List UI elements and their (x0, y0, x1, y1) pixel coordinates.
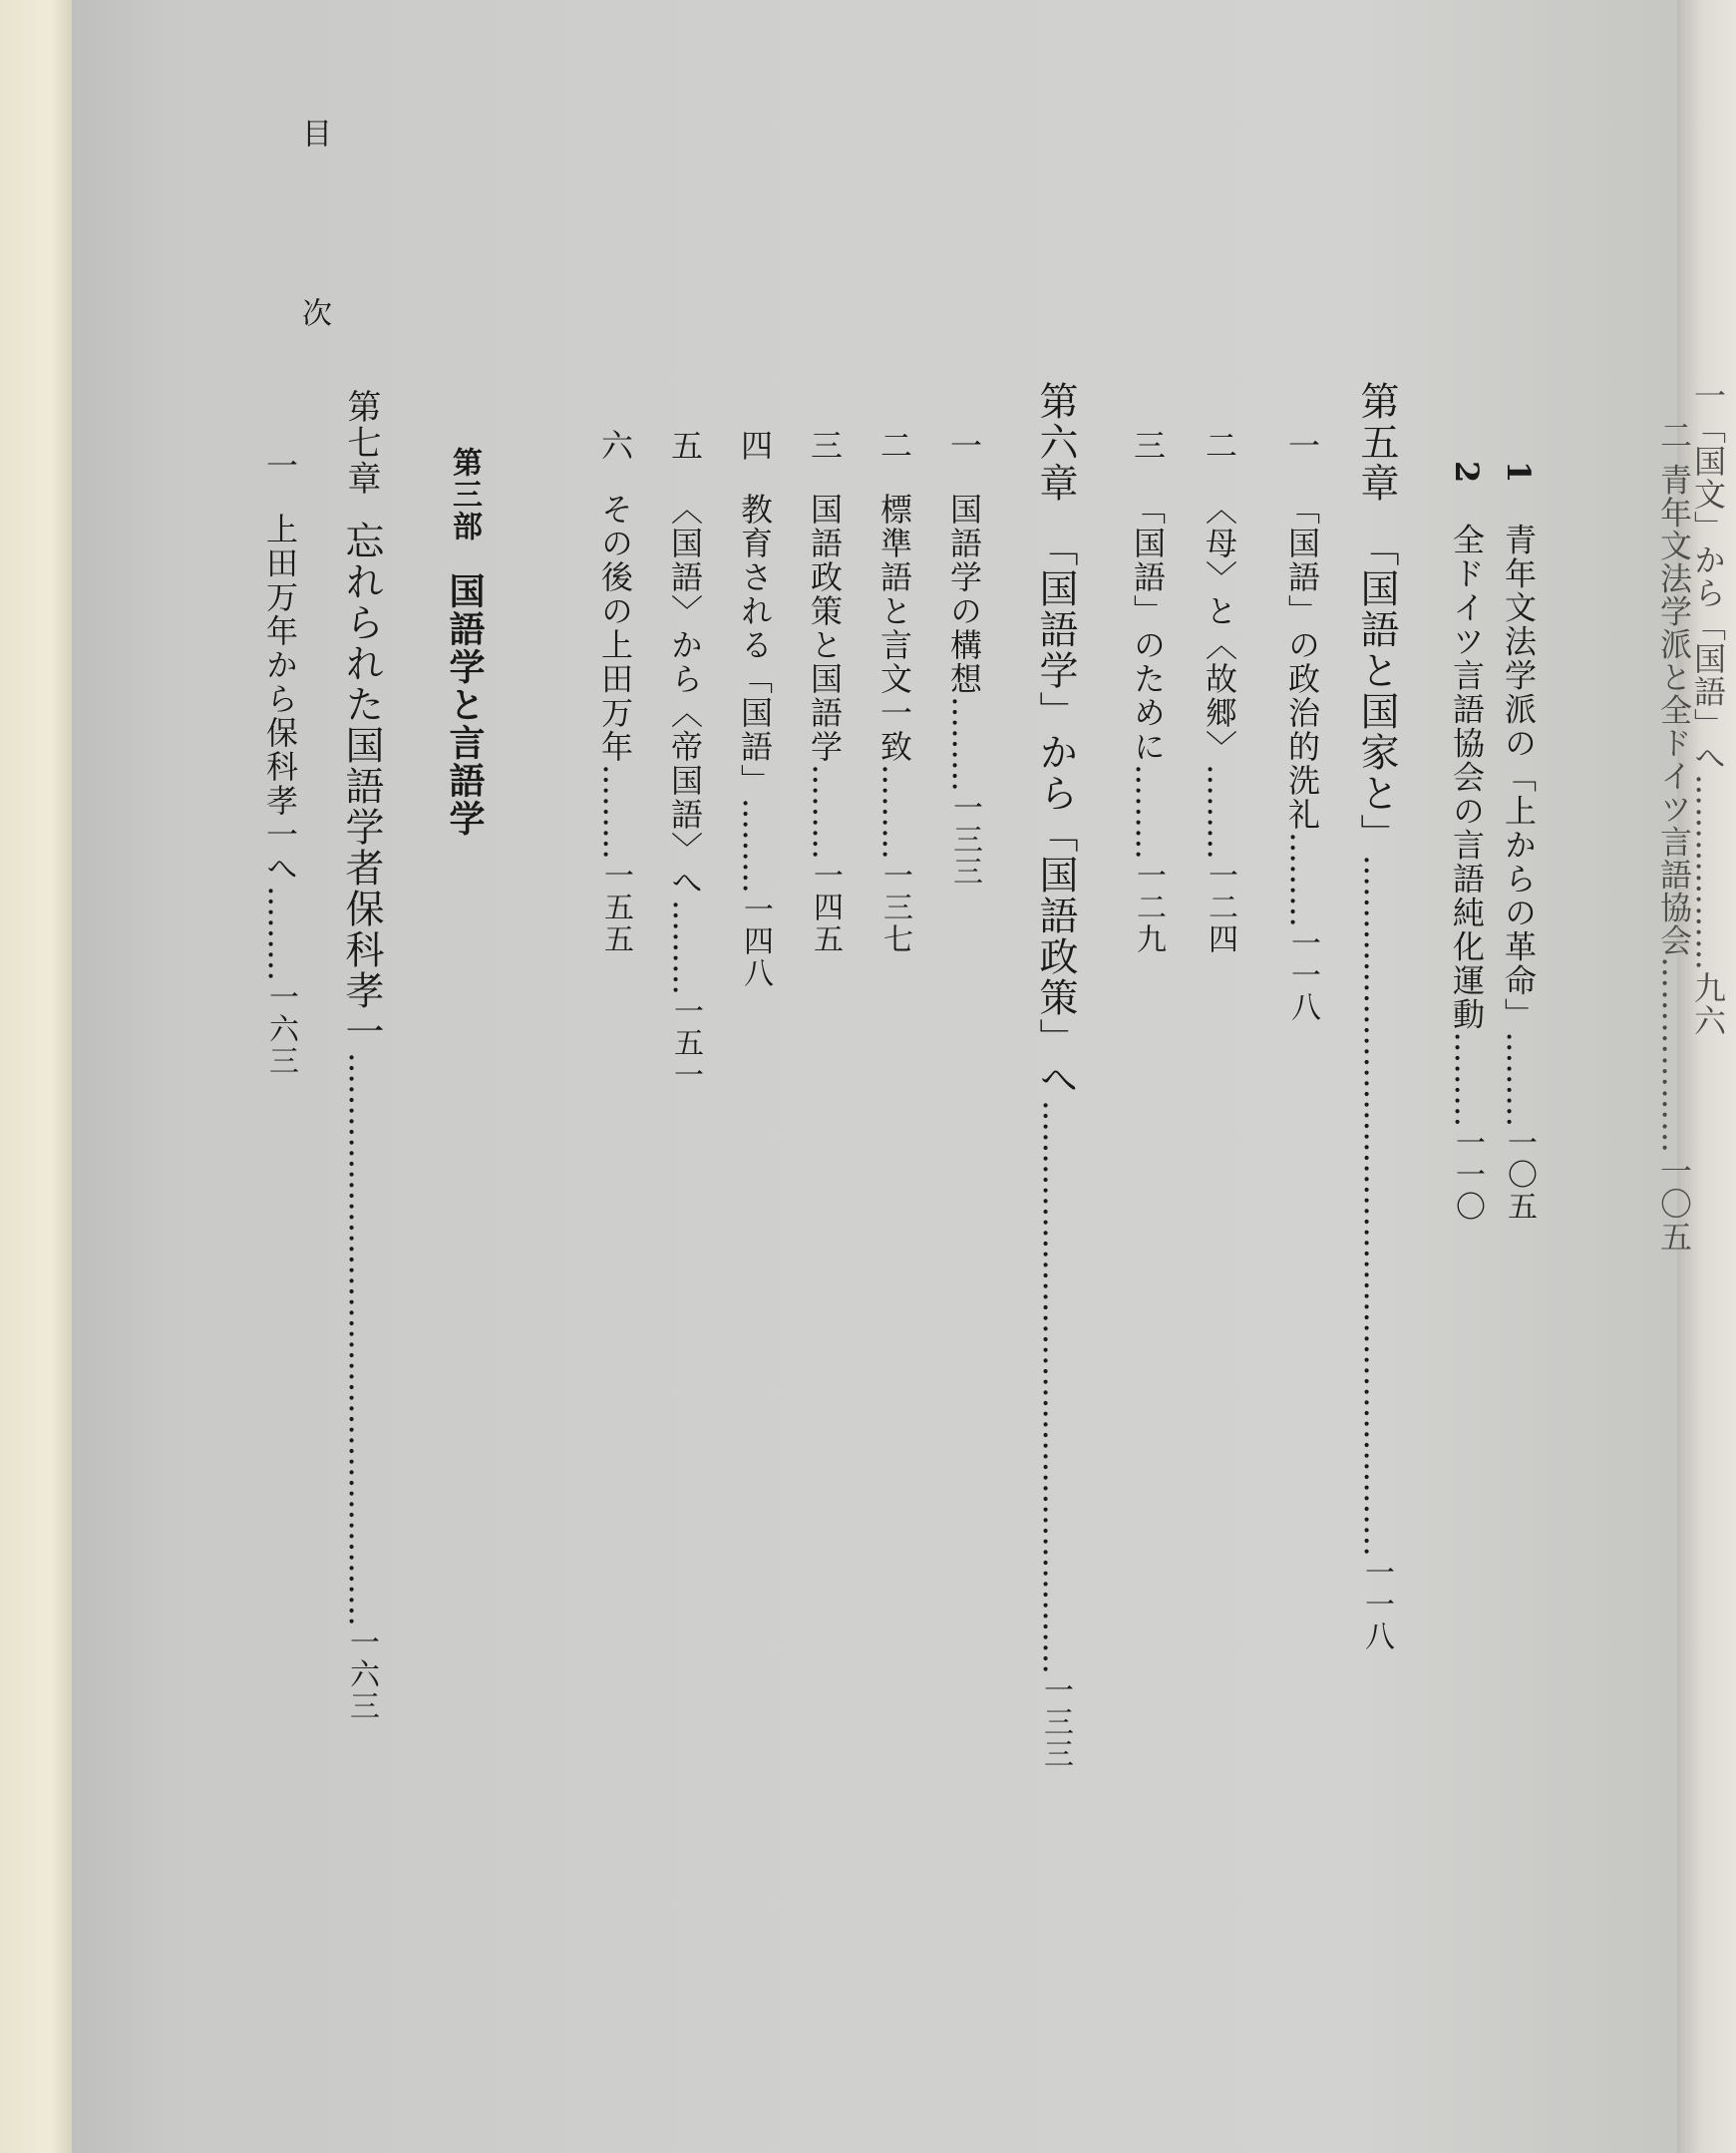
chapter-number: 第六章 (1033, 381, 1078, 504)
entry-title: 国語政策と国語学 (806, 493, 844, 764)
leader-dots: ……… (596, 764, 634, 860)
entry-title: その後の上田万年 (596, 493, 634, 764)
leader-dots: ……………………………………………… (342, 1052, 380, 1626)
part-title: 国語学と言語学 (444, 572, 485, 838)
toc-entry[interactable] (871, 429, 917, 955)
page-header: 目 次 (296, 118, 331, 387)
entry-number: 三 (1129, 429, 1167, 463)
next-page-line: 一「国文」から「国語」へ………………九六 (1689, 379, 1727, 1037)
next-page-line: 二 青年文法学派と全ドイツ言語協会………………一〇五 (1655, 419, 1693, 1254)
leader-dots: ………………………………………………………… (1357, 855, 1395, 1557)
toc-entry[interactable] (1279, 429, 1325, 1023)
next-page-edge (1655, 0, 1736, 2153)
page-number: 一四五 (808, 860, 843, 955)
page-number: 一五五 (598, 860, 633, 955)
leader-dots: ……… (1201, 764, 1238, 860)
page-number: 一四八 (738, 894, 773, 989)
page-number: 一二九 (1131, 860, 1166, 955)
entry-number: 六 (596, 429, 634, 463)
leader-dots: ……… (666, 899, 704, 995)
leader-dots: ……………………………………………… (1036, 1100, 1074, 1674)
toc-entry[interactable] (1125, 429, 1171, 955)
entry-title: 標準語と言文一致 (875, 493, 913, 764)
toc-entry[interactable] (1197, 429, 1242, 955)
page-number: 一六三 (344, 1626, 379, 1722)
page-number: 一一八 (1285, 927, 1320, 1023)
page-number: 一一〇 (1450, 1127, 1485, 1224)
toc-entry[interactable] (1444, 461, 1490, 1223)
chapter-6-entry[interactable] (1027, 381, 1083, 1770)
paper-edge-left (0, 0, 72, 2153)
entry-title: 〈国語〉から〈帝国語〉へ (666, 493, 704, 899)
toc-entry[interactable] (592, 429, 638, 955)
entry-number: 四 (736, 429, 774, 463)
entry-number: 2 (1448, 461, 1486, 486)
entry-title: 「国語」のために (1129, 493, 1167, 764)
leader-dots: ……… (1448, 1031, 1486, 1128)
chapter-number: 第五章 (1354, 381, 1399, 504)
entry-number: 二 (875, 429, 913, 463)
entry-number: 二 (1201, 429, 1238, 463)
entry-number: 1 (1500, 461, 1538, 486)
page-number: 一三三 (1038, 1674, 1073, 1770)
part-number: 第三部 (447, 447, 482, 542)
entry-title: 全ドイツ言語協会の言語純化運動 (1448, 523, 1486, 1032)
entry-title: 青年文法学派の「上からの革命」 (1500, 523, 1538, 1032)
entry-title: 国語学の構想 (945, 493, 983, 696)
entry-number: 一 (1283, 429, 1321, 463)
page-number: 一三七 (877, 860, 912, 955)
entry-title: 上田万年から保科孝一へ (261, 513, 299, 886)
leader-dots: ……… (806, 764, 844, 860)
entry-title: 教育される「国語」 (736, 493, 774, 798)
toc-entry[interactable] (941, 429, 987, 888)
leader-dots: ……… (261, 886, 299, 981)
chapter-title: 「国語と国家と」 (1354, 528, 1399, 855)
entry-title: 〈母〉と〈故郷〉 (1201, 493, 1238, 764)
toc-entry[interactable] (1496, 461, 1542, 1223)
page-number: 一〇五 (1502, 1127, 1537, 1224)
page-number: 一三三 (947, 792, 982, 888)
chapter-5-entry[interactable] (1348, 381, 1404, 1652)
page-number: 一二四 (1203, 860, 1237, 955)
page-number: 一六三 (263, 981, 298, 1077)
chapter-7-entry[interactable] (333, 389, 389, 1722)
leader-dots: ……… (1283, 832, 1321, 927)
chapter-number: 第七章 (341, 389, 381, 497)
leader-dots: ……… (1129, 764, 1167, 860)
toc-entry[interactable] (802, 429, 848, 955)
entry-number: 三 (806, 429, 844, 463)
page-number: 一五一 (668, 995, 703, 1091)
toc-entry[interactable] (662, 429, 708, 1091)
entry-number: 五 (666, 429, 704, 463)
toc-entry[interactable] (732, 429, 778, 989)
chapter-title: 忘れられた国語学者保科孝一 (339, 521, 384, 1052)
part-3-heading[interactable] (439, 447, 490, 838)
leader-dots: ……… (875, 764, 913, 860)
entry-number: 一 (945, 429, 983, 463)
chapter-title: 「国語学」から「国語政策」へ (1033, 528, 1078, 1100)
entry-number: 一 (261, 449, 299, 483)
leader-dots: ……… (736, 798, 774, 894)
leader-dots: ……… (1500, 1031, 1538, 1128)
toc-entry[interactable] (257, 449, 303, 1077)
page-number: 一一八 (1359, 1557, 1394, 1652)
entry-title: 「国語」の政治的洗礼 (1283, 493, 1321, 832)
leader-dots: ……… (945, 696, 983, 792)
